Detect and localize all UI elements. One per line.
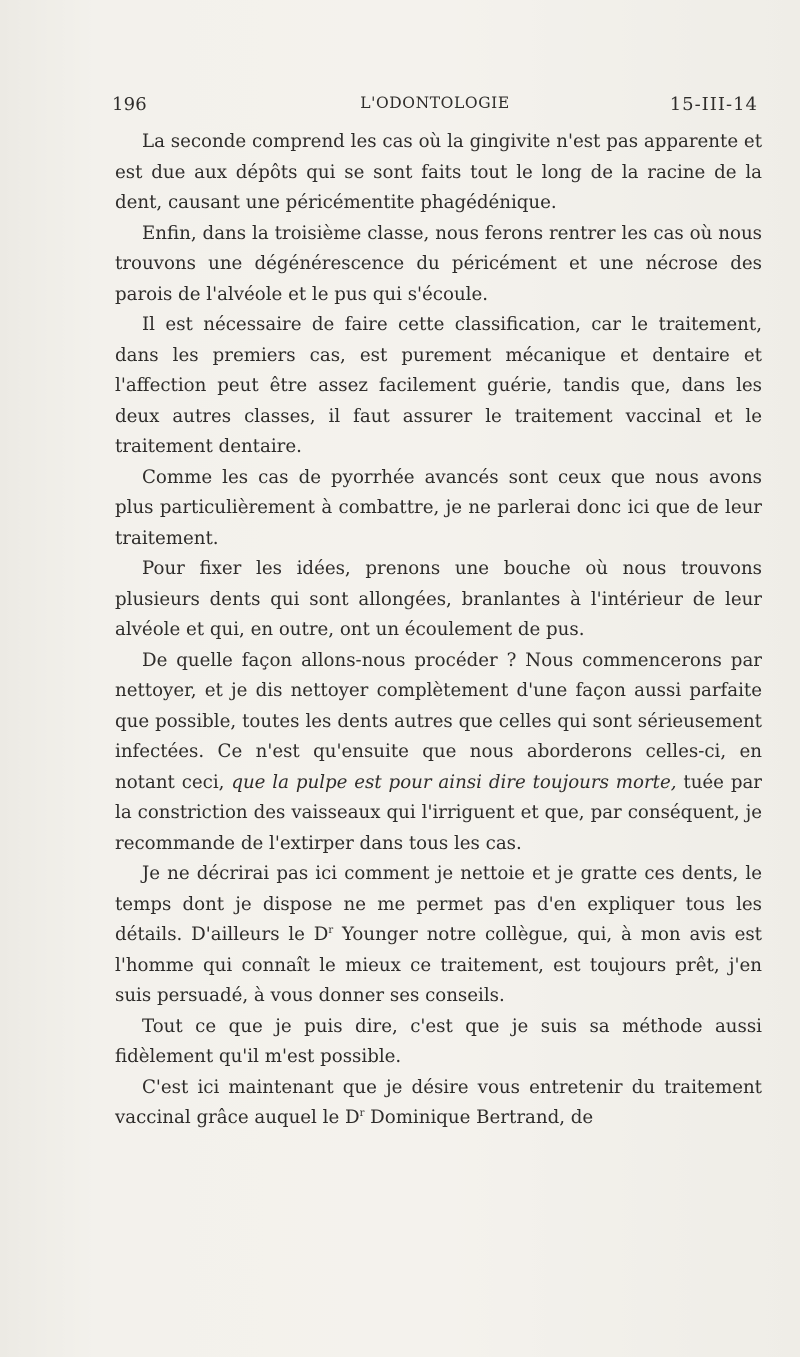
paragraph-text: De quelle façon allons-nous procéder ? Nous commencerons par nettoyer, et je dis nettoyer complètement d'une façon aussi parfaite que possible, toutes les dents autres que celles qui sont sérieusement infectées. Ce n'est qu'ensuite que nous aborderons celles-ci, en notant ceci, (115, 649, 762, 793)
paragraph-text: C'est ici maintenant que je désire vous entretenir du traitement vaccinal grâce auquel le D (115, 1076, 762, 1128)
paragraph (115, 646, 762, 860)
paragraph-text: Dominique Bertrand, de (364, 1107, 594, 1128)
paragraph-text: tuée par la constriction des vaisseaux qui l'irriguent et que, par conséquent, je recommande de l'extirper dans tous les cas. (115, 771, 762, 854)
running-title: L'ODONTOLOGIE (360, 94, 510, 112)
page-number: 196 (112, 94, 147, 115)
paragraph: La seconde comprend les cas où la gingivite n'est pas apparente et est due aux dépôts qui se sont faits tout le long de la racine de la dent, causant une péricémentite phagédénique. (115, 131, 762, 213)
superscript: r (359, 1108, 365, 1119)
paragraph-text: Younger notre collègue, qui, à mon avis est l'homme qui connaît le mieux ce traitement, est toujours prêt, j'en suis persuadé, à vous donner ses conseils. (115, 924, 762, 1006)
paragraph: Il est nécessaire de faire cette classification, car le traitement, dans les premiers cas, est purement mécanique et dentaire et l'affection peut être assez facilement guérie, tandis que, dans les deux autres classes, il faut assurer le traitement vaccinal et le traitement dentaire. (115, 314, 762, 457)
issue-date: 15-III-14 (669, 94, 758, 115)
superscript: r (328, 925, 334, 936)
paragraph: Tout ce que je puis dire, c'est que je suis sa méthode aussi fidèlement qu'il m'est possible. (115, 1015, 762, 1067)
italic-emphasis: que la pulpe est pour ainsi dire toujours morte, (231, 771, 677, 793)
paragraph (115, 1073, 762, 1134)
paragraph: Comme les cas de pyorrhée avancés sont ceux que nous avons plus particulièrement à combattre, je ne parlerai donc ici que de leur traitement. (115, 466, 762, 549)
paragraph: Pour fixer les idées, prenons une bouche où nous trouvons plusieurs dents qui sont allongées, branlantes à l'intérieur de leur alvéole et qui, en outre, ont un écoulement de pus. (115, 558, 762, 640)
paragraph: Enfin, dans la troisième classe, nous ferons rentrer les cas où nous trouvons une dégénérescence du péricément et une nécrose des parois de l'alvéole et le pus qui s'écoule. (115, 222, 762, 305)
page-header (112, 94, 758, 120)
paragraph-text: Je ne décrirai pas ici comment je nettoie et je gratte ces dents, le temps dont je dispose ne me permet pas d'en expliquer tous les détails. D'ailleurs le D (115, 863, 762, 945)
paragraph (115, 859, 762, 1012)
body-text (115, 127, 762, 1134)
